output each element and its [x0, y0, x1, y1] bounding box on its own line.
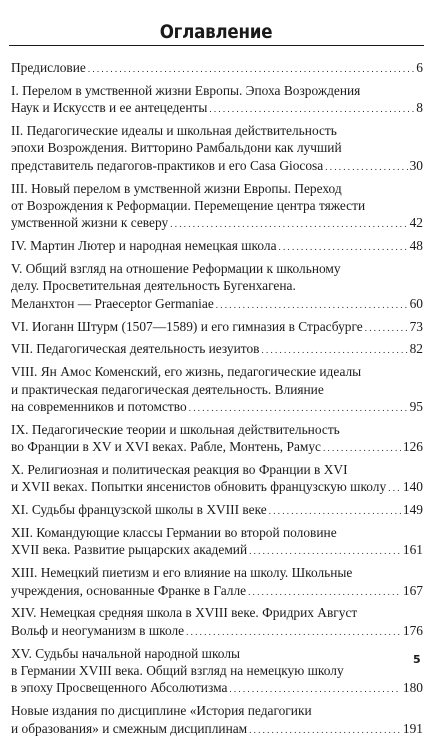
toc-entry[interactable] [11, 524, 423, 561]
toc-entry-text-line: X. Религиозная и политическая реакция во Франции в XVI [11, 462, 348, 478]
toc-entry-page-number: 8 [416, 100, 423, 116]
dot-leader [325, 157, 407, 176]
toc-entry-text-line: в эпоху Просвещенного Абсолютизма [11, 680, 228, 696]
toc-entry-page-number: 140 [402, 479, 423, 495]
toc-entry-text-line: от Возрождения к Реформации. Перемещение центра тяжести [11, 198, 366, 214]
toc-entry-page-number: 60 [409, 295, 423, 311]
toc-entry-text-line: V. Общий взгляд на отношение Реформации к школьному [11, 261, 341, 277]
dot-leader [261, 340, 407, 359]
toc-entry[interactable] [11, 340, 423, 359]
toc-entry-text-line: Предисловие [11, 60, 86, 75]
toc-entry-text-line: представитель педагогов-практиков и его Casa Giocosa [11, 157, 324, 173]
toc-entry-text-line: Вольф и неогуманизм в школе [11, 622, 185, 638]
toc-entry[interactable] [11, 564, 423, 601]
dot-leader [248, 582, 401, 601]
toc-entry-text-line: XI. Судьбы французской школы в XVIII веке [11, 502, 267, 518]
toc-entry[interactable] [11, 363, 423, 417]
toc-entry-text-line: VIII. Ян Амос Коменский, его жизнь, педагогические идеалы [11, 364, 362, 380]
toc-entry-last-line [11, 99, 423, 118]
toc-entry-text-line: эпохи Возрождения. Витторино Рамбальдони как лучший [11, 140, 342, 156]
toc-entry-text-line: IV. Мартин Лютер и народная немецкая школа [11, 238, 277, 254]
toc-entry-text-line: II. Педагогические идеалы и школьная действительность [11, 123, 337, 138]
toc-entry-last-line [11, 720, 423, 739]
toc-entry-text-line: и XVII веках. Попытки янсенистов обновить французскую школу [11, 479, 387, 495]
toc-entry-page-number: 42 [409, 215, 423, 231]
dot-leader [170, 214, 407, 233]
toc-entry-last-line [11, 59, 423, 78]
toc-entry-text-line: VII. Педагогическая деятельность иезуитов [11, 341, 260, 357]
toc-entry-last-line [11, 214, 423, 233]
title-divider [9, 45, 424, 46]
dot-leader [216, 295, 408, 314]
toc-entry-page-number: 126 [402, 439, 423, 455]
toc-entry-text-line: во Франции в XV и XVI веках. Рабле, Монтень, Рамус [11, 439, 321, 455]
toc-entry-last-line [11, 582, 423, 601]
dot-leader [249, 720, 401, 739]
toc-entry-last-line [11, 541, 423, 560]
toc-entry[interactable] [11, 260, 423, 314]
toc-entry-last-line [11, 478, 423, 497]
toc-entry-last-line [11, 438, 423, 457]
toc-entry-last-line [11, 622, 423, 641]
toc-entry-text-line: XIII. Немецкий пиетизм и его влияние на школу. Школьные [11, 565, 353, 581]
toc-entry-text-line: на современников и потомство [11, 399, 187, 415]
dot-leader [189, 398, 408, 417]
toc-entry[interactable] [11, 702, 423, 739]
toc-entry-text-line: учреждения, основанные Франке в Галле [11, 582, 247, 598]
toc-entry-page-number: 73 [409, 318, 423, 334]
dot-leader [279, 237, 408, 256]
dot-leader [323, 438, 401, 457]
dot-leader [209, 99, 414, 118]
toc-entry[interactable] [11, 318, 423, 337]
toc-entry[interactable] [11, 237, 423, 256]
dot-leader [388, 478, 401, 497]
toc-entry-text-line: умственной жизни к северу [11, 215, 169, 231]
toc-entry-text-line: делу. Просветительная деятельность Бугенхагена. [11, 278, 296, 294]
toc-entry-page-number: 48 [409, 238, 423, 254]
toc-entry-last-line [11, 501, 423, 520]
toc-entry-page-number: 30 [409, 157, 423, 173]
toc-entry-text-line: Новые издания по дисциплине «История педагогики [11, 703, 312, 719]
toc-entry-text-line: Наук и Искусств и ее антецеденты [11, 100, 208, 116]
toc-entry-page-number: 149 [402, 502, 423, 518]
toc-entry-text-line: и практическая педагогическая деятельность. Влияние [11, 381, 324, 397]
dot-leader [365, 318, 408, 337]
toc-entry-text-line: XII. Командующие классы Германии во второй половине [11, 525, 337, 541]
toc-entry-last-line [11, 679, 423, 698]
toc-entry[interactable] [11, 82, 423, 119]
toc-entry[interactable] [11, 604, 423, 641]
toc-entry-text-line: XIV. Немецкая средняя школа в XVIII веке. Фридрих Август [11, 605, 358, 621]
toc-entry-text-line: III. Новый перелом в умственной жизни Европы. Переход [11, 180, 342, 196]
toc-entry-text-line: в Германии XVIII века. Общий взгляд на немецкую школу [11, 663, 344, 679]
page-number: 5 [413, 653, 421, 666]
toc-entry[interactable] [11, 461, 423, 498]
toc-entry-text-line: VI. Иоганн Штурм (1507—1589) и его гимназия в Страсбурге [11, 318, 363, 334]
toc-entry-last-line [11, 318, 423, 337]
toc-entry[interactable] [11, 122, 423, 176]
toc-entry-page-number: 95 [409, 399, 423, 415]
toc-entry-text-line: и образования» и смежным дисциплинам [11, 720, 248, 736]
toc-entry-last-line [11, 398, 423, 417]
toc-entry-page-number: 82 [409, 341, 423, 357]
toc-entry[interactable] [11, 645, 423, 699]
dot-leader [269, 501, 401, 520]
toc-entry-text-line: Меланхтон — Praeceptor Germaniae [11, 295, 214, 311]
toc-entry-page-number: 176 [402, 622, 423, 638]
toc-entry-text-line: IX. Педагогические теории и школьная действительность [11, 421, 340, 437]
toc-entry-text-line: XV. Судьбы начальной народной школы [11, 645, 241, 661]
toc-entry-page-number: 167 [402, 582, 423, 598]
toc-entry[interactable] [11, 421, 423, 458]
toc-entry-page-number: 180 [402, 680, 423, 696]
toc-entry-text-line: I. Перелом в умственной жизни Европы. Эпоха Возрождения [11, 82, 361, 98]
toc-entry-page-number: 161 [402, 542, 423, 558]
toc-entry[interactable] [11, 59, 423, 78]
page-title: Оглавление [159, 20, 273, 43]
toc-entry-page-number: 191 [402, 720, 423, 736]
table-of-contents [11, 59, 423, 742]
toc-entry-last-line [11, 237, 423, 256]
toc-entry[interactable] [11, 180, 423, 234]
toc-entry-last-line [11, 340, 423, 359]
toc-entry-text-line: XVII века. Развитие рыцарских академий [11, 542, 248, 558]
dot-leader [249, 541, 401, 560]
toc-entry-last-line [11, 157, 423, 176]
toc-entry-last-line [11, 295, 423, 314]
dot-leader [186, 622, 401, 641]
toc-entry-page-number: 6 [416, 60, 423, 75]
dot-leader [229, 679, 401, 698]
dot-leader [88, 59, 414, 78]
toc-entry[interactable] [11, 501, 423, 520]
